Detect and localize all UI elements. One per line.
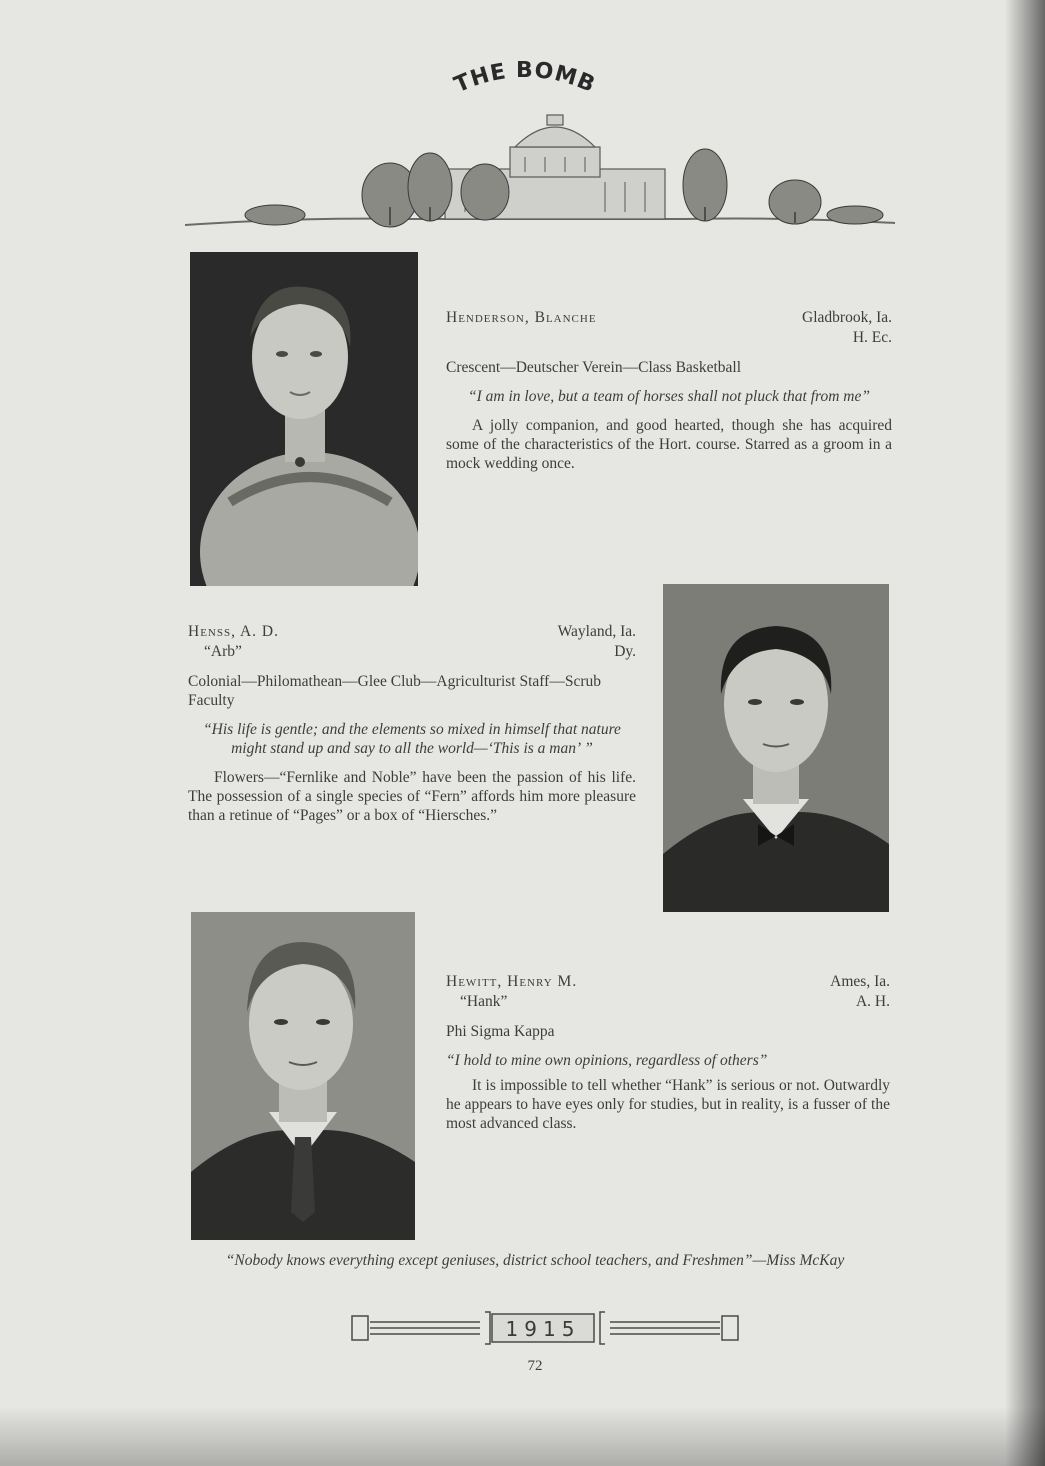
entry-hometown: Gladbrook, Ia. xyxy=(802,309,892,326)
entry-course: Dy. xyxy=(614,643,636,660)
entry-quote: “I hold to mine own opinions, regardless of others” xyxy=(446,1052,768,1069)
entry-name: Henss, A. D. xyxy=(188,623,279,640)
entry-description: It is impossible to tell whether “Hank” is serious or not. Outwardly he appears to have eyes only for studies, but in reality, is a fusser of the most advanced class. xyxy=(446,1077,890,1132)
entry-course: H. Ec. xyxy=(852,329,892,346)
bottom-shadow xyxy=(0,1406,1045,1466)
entry-hewitt xyxy=(446,972,890,1133)
page-number: 72 xyxy=(527,1358,543,1374)
entry-organizations: Colonial—Philomathean—Glee Club—Agriculturist Staff—Scrub Faculty xyxy=(188,673,601,709)
page-header xyxy=(185,52,895,212)
entry-quote: “I am in love, but a team of horses shall not pluck that from me” xyxy=(468,388,870,405)
entry-henss xyxy=(188,622,636,825)
portrait-photo-hewitt xyxy=(191,912,415,1240)
campus-building-illustration xyxy=(185,82,895,262)
entry-henderson xyxy=(446,308,892,473)
header-title-text: THE BOMB xyxy=(450,57,600,99)
banner-year: 1915 xyxy=(505,1317,581,1341)
entry-hometown: Wayland, Ia. xyxy=(557,623,636,640)
entry-description: Flowers—“Fernlike and Noble” have been the passion of his life. The possession of a single species of “Fern” affords him more pleasure than a retinue of “Pages” or a box of “Hiersches.” xyxy=(188,769,636,824)
entry-nickname: “Arb” xyxy=(204,643,242,660)
entry-description: A jolly companion, and good hearted, though she has acquired some of the characteristics of the Hort. course. Starred as a groom in a mock wedding once. xyxy=(446,417,892,472)
entry-name: Henderson, Blanche xyxy=(446,309,597,326)
entry-hometown: Ames, Ia. xyxy=(830,973,890,990)
entry-organizations: Phi Sigma Kappa xyxy=(446,1023,555,1040)
portrait-photo-henderson xyxy=(190,252,418,586)
entry-nickname: “Hank” xyxy=(460,993,508,1010)
year-banner xyxy=(350,1308,740,1348)
entry-name: Hewitt, Henry M. xyxy=(446,973,578,990)
binding-shadow xyxy=(1005,0,1045,1466)
footer-quote: “Nobody knows everything except geniuses, district school teachers, and Freshmen”—Miss McKay xyxy=(225,1252,845,1269)
portrait-photo-henss xyxy=(663,584,889,912)
entry-organizations: Crescent—Deutscher Verein—Class Basketball xyxy=(446,359,741,376)
entry-course: A. H. xyxy=(855,993,890,1010)
entry-quote: “His life is gentle; and the elements so mixed in himself that nature might stand up and say to all the world—‘This is a man’ ” xyxy=(203,721,621,757)
